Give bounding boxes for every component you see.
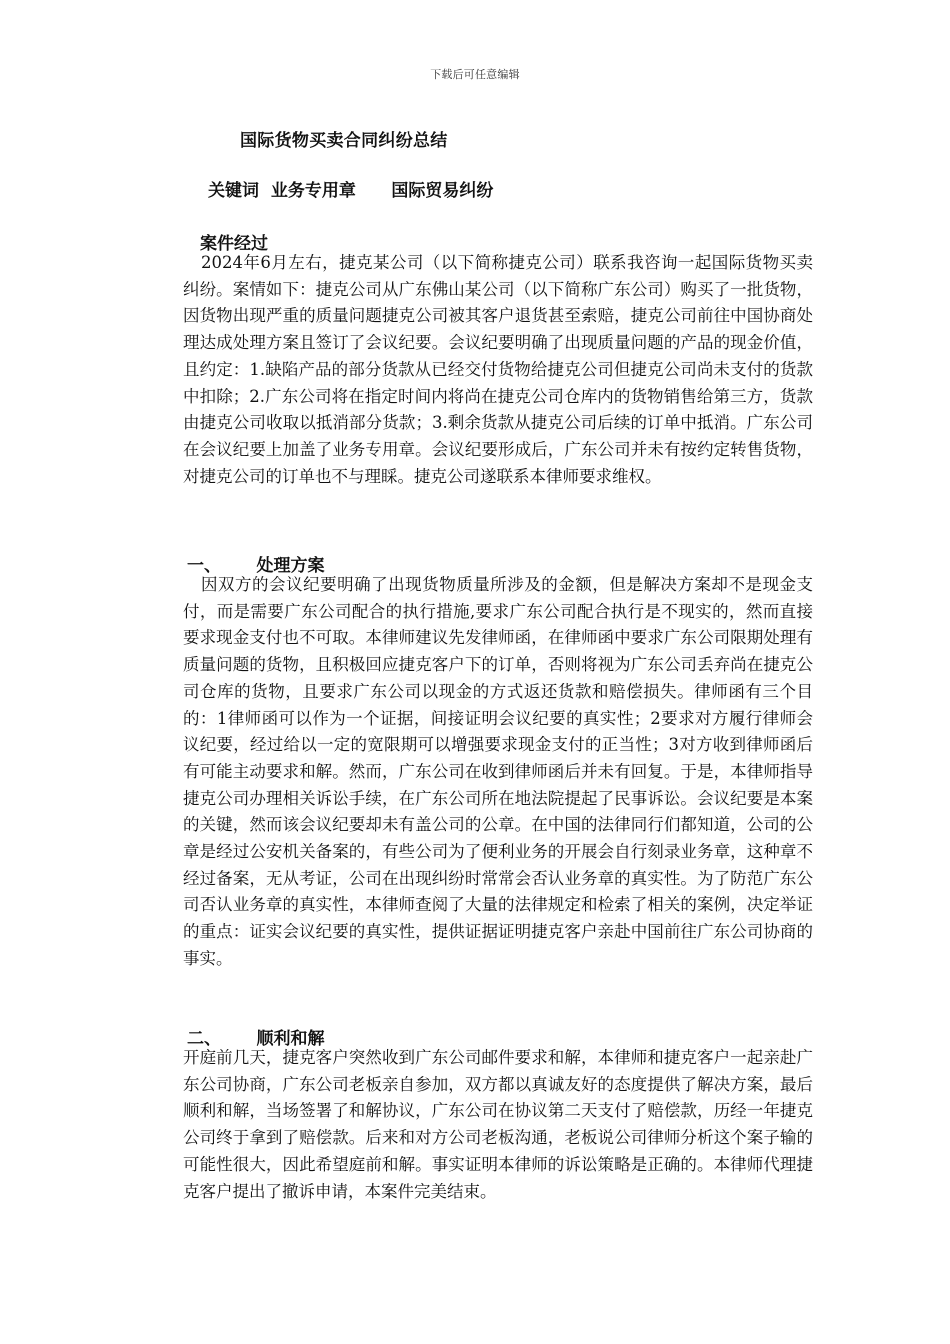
document-title: 国际货物买卖合同纠纷总结 — [240, 131, 448, 151]
section1-title: 处理方案 — [256, 556, 325, 576]
keywords-line — [208, 176, 493, 201]
section2-number: 二、 — [187, 1029, 221, 1049]
case-heading: 案件经过 — [200, 234, 268, 254]
section1-paragraph: 因双方的会议纪要明确了出现货物质量所涉及的金额，但是解决方案却不是现金支付，而是需要广东公司配合的执行措施,要求广东公司配合执行是不现实的，然而直接要求现金支付也不可取。本律师建议先发律师函，在律师函中要求广东公司限期处理有质量问题的货物，且积极回应捷克客户下的订单，否则将视为广东公司丢弃尚在捷克公司仓库的货物，且要求广东公司以现金的方式返还货款和赔偿损失。律师函有三个目的：1律师函可以作为一个证据，间接证明会议纪要的真实性；2要求对方履行律师会议纪要，经过给以一定的宽限期可以增强要求现金支付的正当性；3对方收到律师函后有可能主动要求和解。然而，广东公司在收到律师函后并未有回复。于是，本律师指导捷克公司办理相关诉讼手续，在广东公司所在地法院提起了民事诉讼。会议纪要是本案的关键，然而该会议纪要却未有盖公司的公章。在中国的法律同行们都知道，公司的公章是经过公安机关备案的，有些公司为了便利业务的开展会自行刻录业务章，这种章不经过备案，无从考证，公司在出现纠纷时常常会否认业务章的真实性。为了防范广东公司否认业务章的真实性，本律师查阅了大量的法律规定和检索了相关的案例，决定举证的重点：证实会议纪要的真实性，提供证据证明捷克客户亲赴中国前往广东公司协商的事实。 — [183, 575, 813, 968]
section2-paragraph: 开庭前几天，捷克客户突然收到广东公司邮件要求和解，本律师和捷克客户一起亲赴广东公司协商，广东公司老板亲自参加，双方都以真诚友好的态度提供了解决方案，最后顺利和解，当场签署了和解协议，广东公司在协议第二天支付了赔偿款，历经一年捷克公司终于拿到了赔偿款。后来和对方公司老板沟通，老板说公司律师分析这个案子输的可能性很大，因此希望庭前和解。事实证明本律师的诉讼策略是正确的。本律师代理捷克客户提出了撤诉申请，本案件完美结束。 — [183, 1048, 813, 1201]
keywords-label: 关键词 — [208, 181, 259, 201]
section1-number: 一、 — [187, 556, 221, 576]
keywords-value: 业务专用章 国际贸易纠纷 — [270, 181, 494, 201]
header-note: 下载后可任意编辑 — [430, 68, 520, 81]
section2-title: 顺利和解 — [256, 1029, 325, 1049]
case-paragraph: 2024年6月左右，捷克某公司（以下简称捷克公司）联系我咨询一起国际货物买卖纠纷。案情如下：捷克公司从广东佛山某公司（以下简称广东公司）购买了一批货物，因货物出现严重的质量问题捷克公司被其客户退货甚至索赔，捷克公司前往中国协商处理达成处理方案且签订了会议纪要。会议纪要明确了出现质量问题的产品的现金价值，且约定：1.缺陷产品的部分货款从已经交付货物给捷克公司但捷克公司尚未支付的货款中扣除；2.广东公司将在指定时间内将尚在捷克公司仓库内的货物销售给第三方，货款由捷克公司收取以抵消部分货款；3.剩余货款从捷克公司后续的订单中抵消。广东公司在会议纪要上加盖了业务专用章。会议纪要形成后，广东公司并未有按约定转售货物，对捷克公司的订单也不与理睬。捷克公司遂联系本律师要求维权。 — [183, 253, 813, 486]
